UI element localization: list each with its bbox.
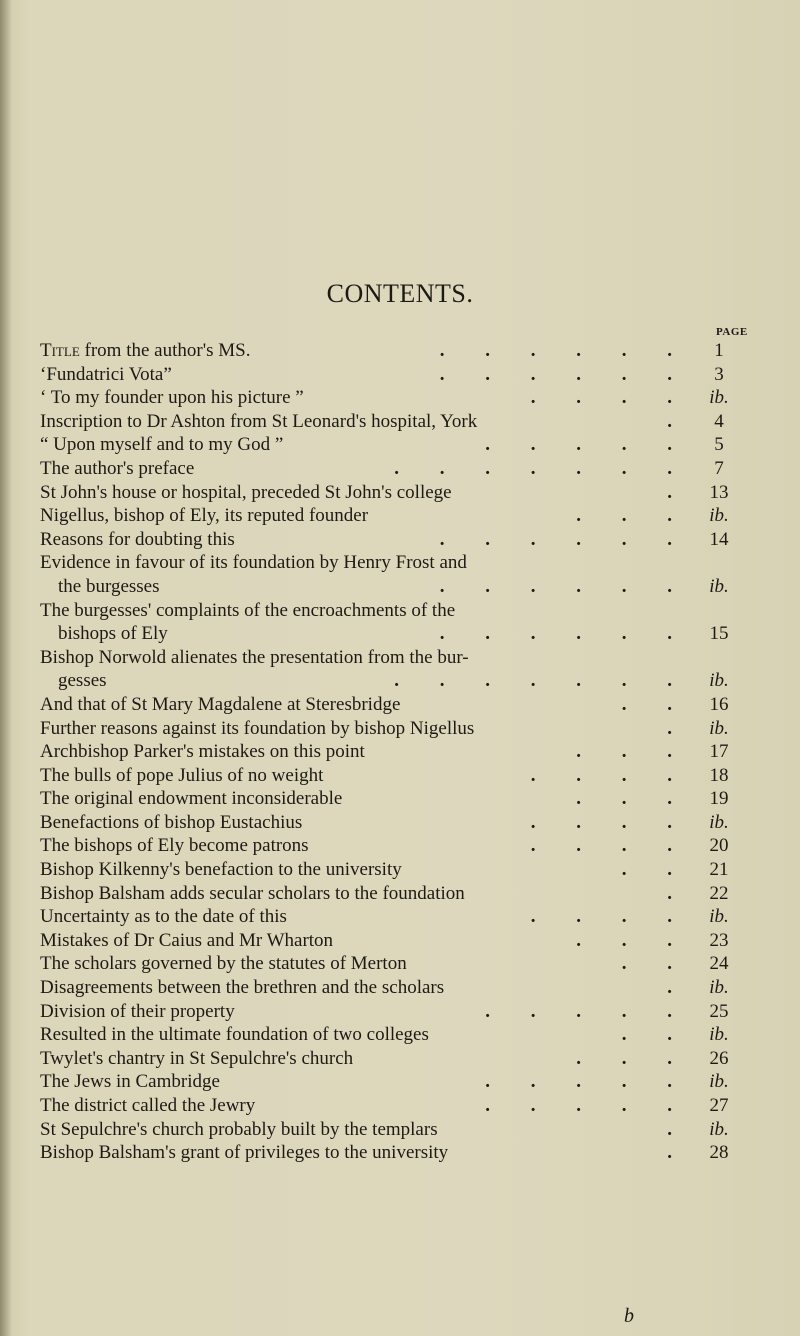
toc-entry [40, 481, 745, 505]
toc-entry [40, 811, 745, 835]
toc-entry-title: Resulted in the ultimate foundation of two colleges [40, 1024, 429, 1046]
toc-entry [40, 976, 745, 1000]
toc-entry-page: 22 [709, 882, 729, 904]
toc-entry-title: ‘Fundatrici Vota” [40, 363, 172, 385]
toc-entry-page: 27 [709, 1095, 729, 1116]
toc-leader-dots: . . [621, 693, 690, 715]
toc-entry [40, 905, 745, 929]
toc-entry-title: the burgesses [58, 575, 160, 597]
toc-entry [40, 1118, 745, 1142]
toc-leader-dots: . . . . . [485, 1000, 690, 1022]
toc-entry-page: 26 [709, 1047, 729, 1069]
toc-entry-page: ib. [709, 906, 729, 928]
toc-entry [40, 457, 745, 481]
toc-entry-title: The scholars governed by the statutes of Merton [40, 953, 407, 975]
toc-entry-page: 21 [709, 859, 729, 881]
toc-entry-page: 20 [709, 835, 729, 857]
toc-entry-page: ib. [709, 811, 729, 833]
toc-entry-page: 15 [709, 623, 729, 645]
toc-entry-title: Title from the author's MS. [40, 340, 251, 361]
toc-leader-dots: . . . . . [485, 434, 690, 456]
toc-entry-page: ib. [709, 1118, 729, 1140]
toc-entry [40, 339, 745, 363]
toc-leader-dots: . [667, 410, 690, 432]
toc-entry-page: ib. [709, 1071, 729, 1093]
toc-entry [40, 1000, 745, 1024]
toc-entry-title: Reasons for doubting this [40, 528, 235, 550]
toc-entry [40, 1141, 745, 1165]
toc-entry [40, 1047, 745, 1071]
toc-entry-title: Uncertainty as to the date of this [40, 906, 287, 928]
signature-mark: b [624, 1305, 634, 1327]
toc-entry-title: bishops of Ely [58, 623, 168, 645]
toc-entry-page: 4 [714, 410, 724, 432]
toc-entry-title: The district called the Jewry [40, 1095, 256, 1116]
toc-entry-title: And that of St Mary Magdalene at Steresbridge [40, 693, 401, 715]
toc-entry-title: Evidence in favour of its foundation by Henry Frost and [40, 552, 467, 574]
toc-entry-page: ib. [709, 505, 729, 527]
toc-leader-dots: . . . [576, 929, 690, 951]
toc-entry-page: 13 [709, 481, 729, 503]
toc-entry [40, 433, 745, 457]
toc-leader-dots: . . . . . . [439, 363, 690, 385]
toc-leader-dots: . . . . . [485, 1071, 690, 1093]
toc-entry-page: ib. [709, 670, 729, 692]
toc-leader-dots: . . . . . . [439, 575, 690, 597]
toc-entry-continuation [40, 669, 745, 693]
toc-entry-title: The bishops of Ely become patrons [40, 835, 309, 857]
toc-entry-page: 23 [709, 929, 729, 951]
toc-entry-title: Mistakes of Dr Caius and Mr Wharton [40, 929, 334, 951]
toc-leader-dots: . . [621, 859, 690, 881]
toc-leader-dots: . . . . . [485, 1095, 690, 1116]
toc-leader-dots: . . . . [530, 835, 690, 857]
toc-entry-page: 17 [709, 741, 729, 763]
toc-entry-page: ib. [709, 387, 729, 409]
toc-entry-title: gesses [58, 670, 107, 692]
toc-entry [40, 551, 745, 575]
toc-leader-dots: . . . . . . . [394, 457, 690, 479]
toc-entry-title: Bishop Balsham adds secular scholars to the foundation [40, 882, 465, 904]
toc-leader-dots: . [667, 481, 690, 503]
toc-entry [40, 740, 745, 764]
toc-entry [40, 1094, 745, 1118]
toc-entry-title: Bishop Kilkenny's benefaction to the university [40, 859, 402, 881]
toc-entry-page: 16 [709, 693, 729, 715]
toc-entry-continuation [40, 575, 745, 599]
toc-entry-title: “ Upon myself and to my God ” [40, 434, 284, 456]
toc-entry [40, 717, 745, 741]
toc-entry-continuation [40, 622, 745, 646]
toc-entry-title: St Sepulchre's church probably built by the templars [40, 1118, 438, 1140]
toc-entry [40, 858, 745, 882]
toc-entry [40, 764, 745, 788]
toc-entry-page: 3 [714, 363, 724, 385]
toc-entry [40, 410, 745, 434]
toc-leader-dots: . . . . . . [439, 340, 690, 361]
table-of-contents [40, 339, 745, 1165]
toc-entry-title: Twylet's chantry in St Sepulchre's church [40, 1047, 354, 1069]
toc-leader-dots: . . . [576, 1047, 690, 1069]
toc-entry-page: 25 [709, 1000, 729, 1022]
page-column-heading: PAGE [716, 326, 748, 338]
toc-entry [40, 693, 745, 717]
toc-leader-dots: . . . . . . [439, 623, 690, 645]
toc-entry-page: 7 [714, 457, 724, 479]
toc-entry-title: St John's house or hospital, preceded St John's college [40, 481, 452, 503]
toc-entry-title: Disagreements between the brethren and the scholars [40, 977, 445, 999]
toc-leader-dots: . . . [576, 505, 690, 527]
toc-entry [40, 787, 745, 811]
toc-leader-dots: . [667, 717, 690, 739]
toc-entry-title: The bulls of pope Julius of no weight [40, 764, 324, 786]
page-edge-shadow [0, 0, 12, 1336]
toc-entry-title: Benefactions of bishop Eustachius [40, 811, 303, 833]
toc-entry-title: Division of their property [40, 1000, 235, 1022]
toc-entry-page: 5 [714, 434, 724, 456]
toc-entry-title: The Jews in Cambridge [40, 1071, 220, 1093]
toc-leader-dots: . . . . . . [439, 528, 690, 550]
toc-leader-dots: . . . [576, 788, 690, 810]
toc-leader-dots: . . . . [530, 387, 690, 409]
toc-entry [40, 599, 745, 623]
toc-leader-dots: . [667, 1118, 690, 1140]
toc-entry [40, 1070, 745, 1094]
toc-leader-dots: . [667, 977, 690, 999]
toc-leader-dots: . . . . [530, 906, 690, 928]
toc-entry-title: ‘ To my founder upon his picture ” [40, 387, 304, 409]
toc-entry [40, 1023, 745, 1047]
toc-entry-title: Nigellus, bishop of Ely, its reputed founder [40, 505, 369, 527]
toc-entry-title: Archbishop Parker's mistakes on this point [40, 741, 365, 763]
toc-entry [40, 834, 745, 858]
toc-leader-dots: . . . . . . . [394, 670, 690, 692]
toc-entry-page: 28 [709, 1142, 729, 1164]
toc-entry [40, 952, 745, 976]
toc-entry-title: The burgesses' complaints of the encroachments of the [40, 599, 456, 621]
toc-entry-title: Inscription to Dr Ashton from St Leonard's hospital, York [40, 410, 478, 432]
toc-leader-dots: . . . . [530, 764, 690, 786]
toc-entry-page: 14 [709, 528, 729, 550]
toc-entry-title: Bishop Balsham's grant of privileges to the university [40, 1142, 449, 1164]
toc-leader-dots: . . . [576, 741, 690, 763]
toc-entry [40, 504, 745, 528]
toc-entry-page: 18 [709, 764, 729, 786]
toc-entry [40, 929, 745, 953]
toc-entry-page: 19 [709, 788, 729, 810]
toc-entry-title: The original endowment inconsiderable [40, 788, 343, 810]
toc-entry [40, 528, 745, 552]
toc-entry-title: Bishop Norwold alienates the presentation from the bur- [40, 646, 469, 668]
toc-entry-page: 1 [714, 340, 724, 361]
toc-entry [40, 646, 745, 670]
toc-entry-page: ib. [709, 977, 729, 999]
toc-entry-page: 24 [709, 953, 729, 975]
toc-leader-dots: . [667, 1142, 690, 1164]
toc-entry-page: ib. [709, 1024, 729, 1046]
toc-entry-title: Further reasons against its foundation by bishop Nigellus [40, 717, 475, 739]
toc-entry-page: ib. [709, 717, 729, 739]
toc-entry [40, 363, 745, 387]
toc-entry [40, 882, 745, 906]
page-title: CONTENTS. [326, 279, 474, 308]
toc-leader-dots: . . [621, 953, 690, 975]
toc-leader-dots: . [667, 882, 690, 904]
toc-leader-dots: . . . . [530, 811, 690, 833]
toc-leader-dots: . . [621, 1024, 690, 1046]
toc-entry-title: The author's preface [40, 457, 195, 479]
toc-entry-page: ib. [709, 575, 729, 597]
toc-entry [40, 386, 745, 410]
